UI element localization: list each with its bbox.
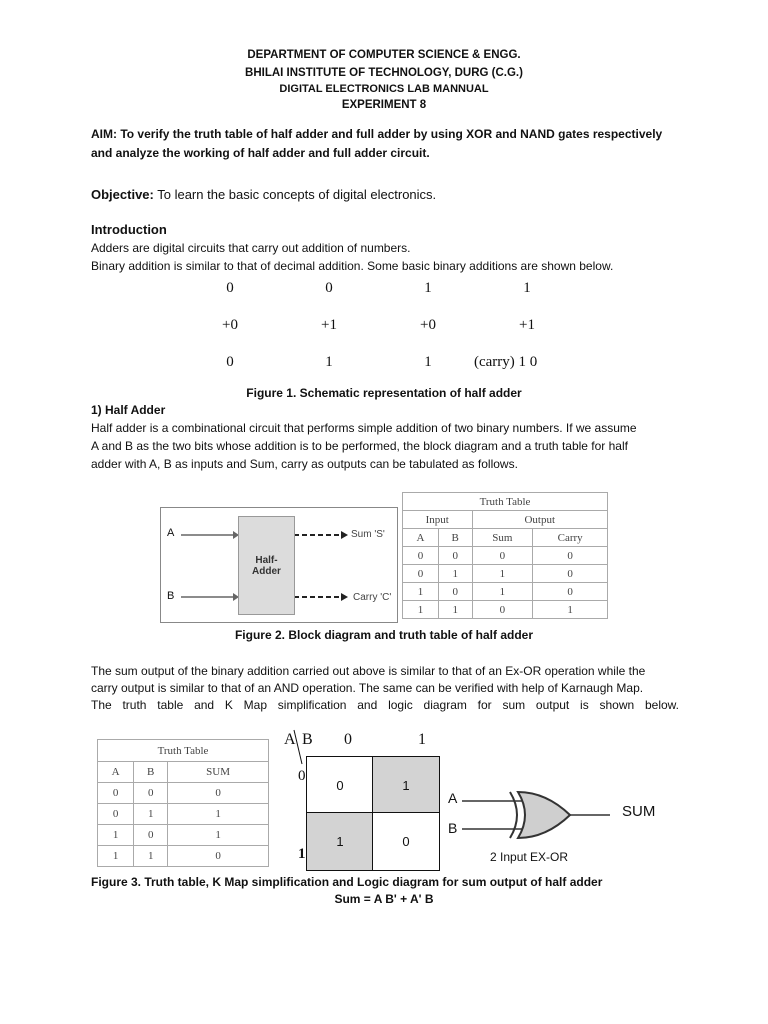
example-2-add: +1	[321, 317, 337, 333]
experiment-title: EXPERIMENT 8	[341, 99, 427, 111]
example-4-top: 1	[523, 280, 531, 296]
objective-label: Objective:	[91, 187, 154, 202]
column-header: A	[98, 762, 134, 783]
column-header: Sum	[472, 529, 533, 547]
k-map-row-0: 0	[298, 768, 306, 784]
column-header: SUM	[168, 762, 269, 783]
cell: 1	[438, 601, 472, 619]
output-group-header: Output	[472, 511, 608, 529]
sum-para-line-2: carry output is similar to that of an AND operation. The same can be verified with help of Karnaugh Map.	[91, 681, 644, 695]
institute-title: BHILAI INSTITUTE OF TECHNOLOGY, DURG (C.G.)	[245, 67, 523, 79]
cell: 0	[134, 783, 168, 804]
cell: 1	[472, 565, 533, 583]
cell: 1	[472, 583, 533, 601]
cell: 1	[403, 583, 439, 601]
cell: 1	[168, 804, 269, 825]
half-adder-line-3: adder with A, B as inputs and Sum, carry as outputs can be tabulated as follows.	[91, 457, 518, 471]
cell: 1	[98, 825, 134, 846]
cell: 0	[472, 601, 533, 619]
figure-2-caption: Figure 2. Block diagram and truth table of half adder	[234, 628, 534, 642]
cell: 1	[134, 846, 168, 867]
carry-output-label: Carry 'C'	[353, 592, 392, 603]
xor-input-a-label: A	[448, 790, 458, 806]
table-row	[403, 565, 608, 583]
cell: 0	[403, 565, 439, 583]
example-4-add: +1	[519, 317, 535, 333]
objective-text: To learn the basic concepts of digital electronics.	[153, 187, 437, 202]
cell: 0	[533, 583, 608, 601]
example-2-top: 0	[325, 280, 333, 296]
xor-gate-label: 2 Input EX-OR	[490, 850, 569, 864]
sum-equation: Sum = A B' + A' B	[334, 892, 434, 906]
aim-line-1: AIM: To verify the truth table of half adder and full adder by using XOR and NAND gates respectively	[91, 127, 663, 141]
cell: 0	[533, 547, 608, 565]
cell: 1	[168, 825, 269, 846]
k-map-cell-00: 0	[306, 756, 374, 814]
table-row	[98, 804, 269, 825]
example-4-result: (carry) 1 0	[474, 354, 538, 370]
example-1-result: 0	[226, 354, 234, 370]
table-row	[403, 601, 608, 619]
half-adder-truth-table	[402, 492, 608, 619]
table-row	[403, 547, 608, 565]
table-row	[403, 583, 608, 601]
k-map-cell-01: 1	[372, 756, 440, 814]
intro-line-1: Adders are digital circuits that carry out addition of numbers.	[91, 241, 411, 255]
half-adder-box	[238, 516, 295, 615]
cell: 1	[438, 565, 472, 583]
column-header: A	[403, 529, 439, 547]
half-adder-line-2: A and B as the two bits whose addition is to be performed, the block diagram and a truth table for half	[91, 439, 628, 453]
sum-para-line-1: The sum output of the binary addition carried out above is similar to that of an Ex-OR operation while the	[91, 664, 646, 678]
sum-output-label: Sum 'S'	[351, 529, 385, 540]
cell: 0	[98, 783, 134, 804]
k-map-label-b: B	[302, 731, 313, 748]
truth-table-title: Truth Table	[403, 493, 608, 511]
column-header: Carry	[533, 529, 608, 547]
sum-truth-table	[97, 739, 269, 867]
k-map-col-0: 0	[344, 731, 352, 748]
k-map-label-a: A	[284, 731, 296, 748]
example-3-add: +0	[420, 317, 436, 333]
example-3-result: 1	[424, 354, 432, 370]
half-adder-box-line-2: Adder	[252, 565, 281, 577]
binary-addition-examples	[0, 280, 768, 375]
cell: 1	[533, 601, 608, 619]
xor-gate-diagram	[446, 780, 666, 870]
dept-title: DEPARTMENT OF COMPUTER SCIENCE & ENGG.	[247, 49, 521, 61]
sum-para-line-3: The truth table and K Map simplification and logic diagram for sum output is shown below.	[91, 698, 679, 712]
cell: 0	[533, 565, 608, 583]
k-map-col-1: 1	[418, 731, 426, 748]
example-1-top: 0	[226, 280, 234, 296]
example-2-result: 1	[325, 354, 333, 370]
cell: 1	[403, 601, 439, 619]
cell: 1	[134, 804, 168, 825]
cell: 0	[134, 825, 168, 846]
column-header: B	[438, 529, 472, 547]
example-1-add: +0	[222, 317, 238, 333]
xor-input-b-label: B	[448, 820, 458, 836]
half-adder-heading: 1) Half Adder	[91, 403, 166, 417]
figure-3-caption: Figure 3. Truth table, K Map simplification and Logic diagram for sum output of half adder	[91, 875, 603, 889]
cell: 0	[438, 547, 472, 565]
column-header: B	[134, 762, 168, 783]
cell: 0	[472, 547, 533, 565]
cell: 0	[168, 846, 269, 867]
manual-title: DIGITAL ELECTRONICS LAB MANNUAL	[279, 83, 489, 95]
cell: 0	[438, 583, 472, 601]
half-adder-box-line-1: Half-	[255, 554, 278, 566]
intro-heading: Introduction	[91, 222, 167, 237]
xor-output-label: SUM	[622, 803, 656, 820]
aim-line-2: and analyze the working of half adder and full adder circuit.	[91, 146, 430, 160]
k-map-cell-11: 0	[372, 812, 440, 871]
cell: 0	[403, 547, 439, 565]
intro-line-2: Binary addition is similar to that of decimal addition. Some basic binary additions are shown below.	[91, 259, 614, 273]
table-row	[98, 783, 269, 804]
k-map-row-1: 1	[298, 846, 306, 862]
cell: 1	[98, 846, 134, 867]
figure-1-caption: Figure 1. Schematic representation of half adder	[246, 386, 522, 400]
example-3-top: 1	[424, 280, 432, 296]
table-row	[98, 825, 269, 846]
half-adder-block-diagram	[160, 507, 398, 623]
input-a-label: A	[167, 527, 175, 539]
input-b-label: B	[167, 590, 175, 602]
k-map-cell-10: 1	[306, 812, 374, 871]
cell: 0	[168, 783, 269, 804]
cell: 0	[98, 804, 134, 825]
objective	[91, 187, 436, 202]
half-adder-line-1: Half adder is a combinational circuit that performs simple addition of two binary numbers. If we assume	[91, 421, 637, 435]
input-group-header: Input	[403, 511, 473, 529]
k-map	[282, 728, 442, 873]
table-row	[98, 846, 269, 867]
truth-table-title: Truth Table	[98, 740, 269, 762]
